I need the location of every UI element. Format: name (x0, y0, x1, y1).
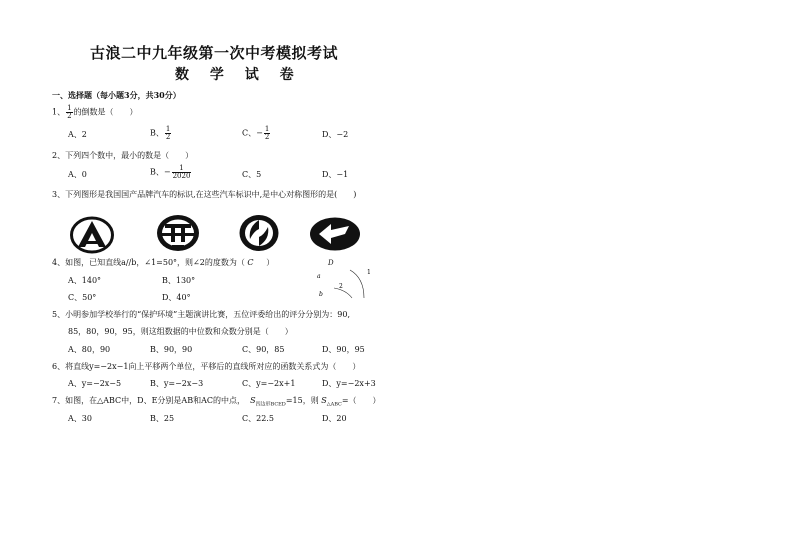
q4-figure (312, 264, 382, 304)
q6-option-b: B、y=−2x−3 (150, 379, 204, 388)
question-5-stem-line2: 85，80，90，95，则这组数据的中位数和众数分别是（ ） (68, 327, 293, 336)
q1-option-d: D、−2 (322, 130, 349, 139)
q6-option-a: A、y=−2x−5 (68, 379, 122, 388)
q7-option-c: C、22.5 (242, 414, 274, 423)
q4-option-b: B、130° (162, 276, 196, 285)
q2-option-b: B、− $\frac{1}{2020}$ (150, 164, 191, 180)
q7-option-d: D、20 (322, 414, 347, 423)
q5-option-d: D、90，95 (322, 345, 365, 354)
q1-fraction: $\frac{1}{2}$ (67, 104, 72, 120)
car-logo-1-icon (70, 216, 114, 254)
car-logo-4-icon (309, 216, 361, 252)
car-logo-2-icon (155, 213, 201, 253)
q4-option-a: A、140° (68, 276, 102, 285)
question-6-stem: 6、将直线y=−2x−1向上平移两个单位，平移后的直线所对应的函数关系式为（ ） (52, 362, 361, 371)
q5-option-b: B、90，90 (150, 345, 193, 354)
q7-option-a: A、30 (68, 414, 92, 423)
q4-label-a: a (317, 273, 321, 280)
q4-label-1: 1 (367, 269, 371, 276)
q4-stray-label: D (328, 259, 334, 267)
question-4-stem: 4、如图，已知直线a//b，∠1=50°，则∠2的度数为（ C ） (52, 258, 275, 267)
q4-option-d: D、40° (162, 293, 191, 302)
q1-number: 1、 (52, 107, 66, 117)
q7-area-subscript-2: △ABC (326, 401, 342, 408)
q7-option-b: B、25 (150, 414, 175, 423)
q5-option-a: A、80，90 (68, 345, 111, 354)
q2-option-d: D、−1 (322, 170, 349, 179)
exam-title: 古浪二中九年级第一次中考模拟考试 (90, 44, 339, 62)
question-5-stem-line1: 5、小明参加学校举行的“保护环境”主题演讲比赛，五位评委给出的评分分别为：90, (52, 310, 350, 319)
q1-option-c: C、− $\frac{1}{2}$ (242, 125, 270, 141)
q5-option-c: C、90，85 (242, 345, 285, 354)
exam-subtitle: 数 学 试 卷 (175, 67, 302, 83)
q4-option-c: C、50° (68, 293, 97, 302)
section-heading: 一、选择题（每小题3分，共30分） (52, 90, 181, 100)
q2-option-c: C、5 (242, 170, 262, 179)
q1-option-a: A、2 (68, 130, 87, 139)
q4-transversal-line (350, 270, 364, 298)
question-2-stem: 2、下列四个数中，最小的数是（ ） (52, 151, 194, 160)
q4-handwritten-answer: C (247, 258, 254, 267)
question-1-stem (52, 105, 138, 120)
q1-option-b: B、 $\frac{1}{2}$ (150, 125, 171, 141)
q1-stem-text: 的倒数是（ ） (73, 107, 138, 117)
question-7-stem: 7、如图，在△ABC中，D、E分别是AB和AC的中点， $S_{四边形BCED}=15$，则 $S_{\triangle ABC}=$（ ） (52, 396, 381, 408)
q6-option-c: C、y=−2x+1 (242, 379, 296, 388)
q4-label-b: b (319, 291, 323, 298)
question-3-stem: 3、下列图形是我国国产品牌汽车的标识,在这些汽车标识中,是中心对称图形的是( ) (52, 190, 357, 199)
q4-label-2: 2 (339, 283, 343, 290)
car-logo-3-icon (238, 213, 280, 253)
q4-angle-arc (334, 288, 352, 298)
q2-option-a: A、0 (68, 170, 87, 179)
q6-option-d: D、y=−2x+3 (322, 379, 376, 388)
q7-area-subscript-1: 四边形BCED (255, 401, 286, 408)
